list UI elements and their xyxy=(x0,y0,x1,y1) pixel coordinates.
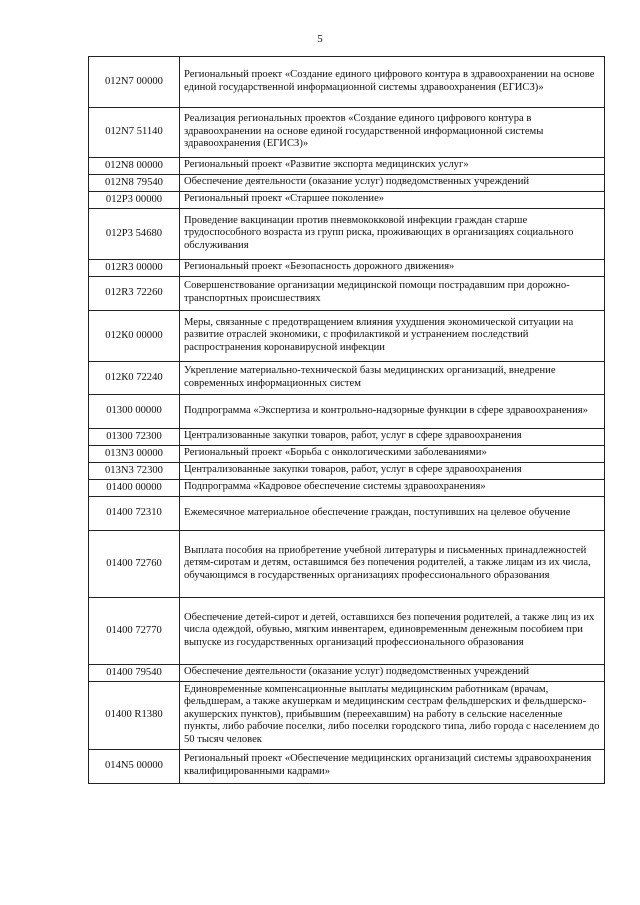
table-row xyxy=(89,497,605,531)
row-name: Региональный проект «Развитие экспорта медицинских услуг» xyxy=(180,158,605,175)
table-row xyxy=(89,158,605,175)
row-name: Ежемесячное материальное обеспечение граждан, поступивших на целевое обучение xyxy=(180,497,605,531)
row-code: 01300 72300 xyxy=(89,429,180,446)
table-row xyxy=(89,682,605,750)
row-name: Подпрограмма «Кадровое обеспечение системы здравоохранения» xyxy=(180,480,605,497)
table-row xyxy=(89,429,605,446)
table-row xyxy=(89,665,605,682)
row-name: Укрепление материально-технической базы медицинских организаций, внедрение современных информационных систем xyxy=(180,362,605,395)
row-name: Меры, связанные с предотвращением влияния ухудшения экономической ситуации на развитие отраслей экономики, с профилактикой и устранением последствий распространения коронавирусной инфекции xyxy=(180,311,605,362)
table-row xyxy=(89,57,605,108)
row-code: 01400 72760 xyxy=(89,531,180,598)
row-code: 012N7 51140 xyxy=(89,108,180,158)
table-row xyxy=(89,192,605,209)
row-code: 013N3 00000 xyxy=(89,446,180,463)
table-row xyxy=(89,531,605,598)
row-code: 01400 R1380 xyxy=(89,682,180,750)
row-code: 012R3 72260 xyxy=(89,277,180,311)
table-row xyxy=(89,108,605,158)
table-row xyxy=(89,175,605,192)
row-code: 012К0 72240 xyxy=(89,362,180,395)
row-code: 014N5 00000 xyxy=(89,750,180,784)
row-name: Централизованные закупки товаров, работ, услуг в сфере здравоохранения xyxy=(180,463,605,480)
table-row xyxy=(89,480,605,497)
row-code: 012R3 00000 xyxy=(89,260,180,277)
table-row xyxy=(89,446,605,463)
row-code: 012N8 79540 xyxy=(89,175,180,192)
row-name: Обеспечение деятельности (оказание услуг) подведомственных учреждений xyxy=(180,175,605,192)
row-name: Региональный проект «Борьба с онкологическими заболеваниями» xyxy=(180,446,605,463)
row-name: Реализация региональных проектов «Создание единого цифрового контура в здравоохранении на основе единой государственной информационной системы здравоохранения (ЕГИСЗ)» xyxy=(180,108,605,158)
table-row xyxy=(89,598,605,665)
budget-codes-table xyxy=(88,56,605,784)
row-name: Региональный проект «Старшее поколение» xyxy=(180,192,605,209)
row-name: Региональный проект «Создание единого цифрового контура в здравоохранении на основе единой государственной информационной системы здравоохранения (ЕГИСЗ)» xyxy=(180,57,605,108)
row-code: 012N8 00000 xyxy=(89,158,180,175)
row-name: Централизованные закупки товаров, работ, услуг в сфере здравоохранения xyxy=(180,429,605,446)
row-code: 01400 00000 xyxy=(89,480,180,497)
row-code: 012К0 00000 xyxy=(89,311,180,362)
table-row xyxy=(89,463,605,480)
row-code: 013N3 72300 xyxy=(89,463,180,480)
row-name: Обеспечение детей-сирот и детей, оставшихся без попечения родителей, а также лиц из их числа одеждой, обувью, мягким инвентарем, единовременным денежным пособием при выпуске из государственных организаций профессионального образования xyxy=(180,598,605,665)
table-row xyxy=(89,395,605,429)
row-name: Подпрограмма «Экспертиза и контрольно-надзорные функции в сфере здравоохранения» xyxy=(180,395,605,429)
table-row xyxy=(89,209,605,260)
row-code: 01300 00000 xyxy=(89,395,180,429)
row-code: 012P3 54680 xyxy=(89,209,180,260)
row-name: Единовременные компенсационные выплаты медицинским работникам (врачам, фельдшерам, а также акушеркам и медицинским сестрам фельдшерских и фельдшерско-акушерских пунктов), прибывшим (переехавшим) на работу в сельские населенные пункты, либо рабочие поселки, либо поселки городского типа, либо города с населением до 50 тысяч человек xyxy=(180,682,605,750)
row-code: 01400 72770 xyxy=(89,598,180,665)
row-name: Совершенствование организации медицинской помощи пострадавшим при дорожно-транспортных происшествиях xyxy=(180,277,605,311)
row-code: 012N7 00000 xyxy=(89,57,180,108)
table-row xyxy=(89,750,605,784)
row-code: 01400 72310 xyxy=(89,497,180,531)
page-number: 5 xyxy=(317,33,323,45)
table-row xyxy=(89,362,605,395)
row-code: 01400 79540 xyxy=(89,665,180,682)
table-row xyxy=(89,277,605,311)
row-name: Обеспечение деятельности (оказание услуг) подведомственных учреждений xyxy=(180,665,605,682)
row-name: Проведение вакцинации против пневмококковой инфекции граждан старше трудоспособного возраста из групп риска, проживающих в организациях социального обслуживания xyxy=(180,209,605,260)
row-name: Региональный проект «Обеспечение медицинских организаций системы здравоохранения квалифицированными кадрами» xyxy=(180,750,605,784)
table-row xyxy=(89,311,605,362)
row-code: 012P3 00000 xyxy=(89,192,180,209)
table-row xyxy=(89,260,605,277)
row-name: Выплата пособия на приобретение учебной литературы и письменных принадлежностей детям-сиротам и детям, оставшимся без попечения родителей, а также лицам из их числа, обучающимся в государственных организациях профессионального образования xyxy=(180,531,605,598)
row-name: Региональный проект «Безопасность дорожного движения» xyxy=(180,260,605,277)
